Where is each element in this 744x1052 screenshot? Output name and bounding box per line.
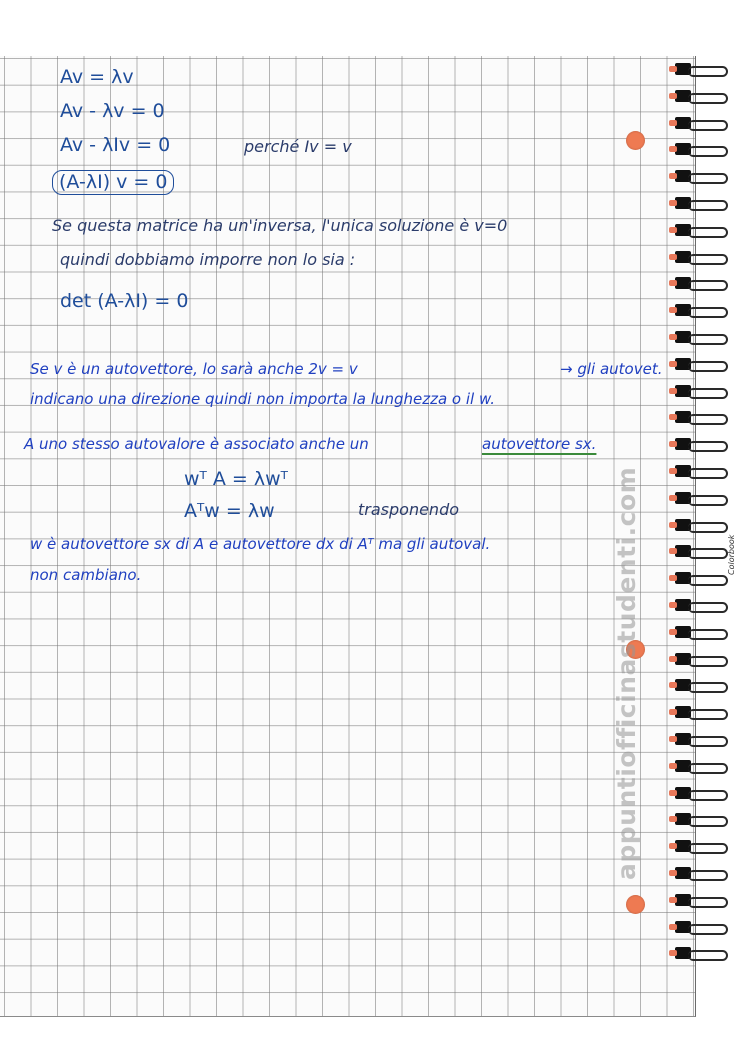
text-line-inverse: Se questa matrice ha un'inversa, l'unica soluzione è v=0 xyxy=(52,216,508,235)
equation-2: Av - λv = 0 xyxy=(60,100,165,122)
spiral-coil xyxy=(672,732,728,746)
left-eigenvector-highlight: autovettore sx. xyxy=(482,435,597,453)
spiral-coil xyxy=(672,571,728,585)
spiral-coil xyxy=(672,437,728,451)
spiral-coil xyxy=(672,518,728,532)
spiral-coil xyxy=(672,920,728,934)
spiral-coil xyxy=(672,812,728,826)
spiral-coil xyxy=(672,625,728,639)
transpose-note: trasponendo xyxy=(358,500,460,519)
spiral-coil xyxy=(672,759,728,773)
watermark: appuntiofficinastudenti.com xyxy=(612,466,641,880)
binder-hole xyxy=(626,895,645,914)
text-line-arrow: → gli autovet. xyxy=(560,360,663,378)
equation-1: Av = λv xyxy=(60,66,134,88)
spiral-coil xyxy=(672,946,728,960)
spiral-coil xyxy=(672,491,728,505)
spiral-coil xyxy=(672,250,728,264)
binder-hole xyxy=(626,131,645,150)
spiral-coil xyxy=(672,330,728,344)
equation-transpose: Aᵀw = λw xyxy=(184,500,275,522)
spiral-coil xyxy=(672,705,728,719)
spiral-coil xyxy=(672,116,728,130)
spiral-coil xyxy=(672,839,728,853)
spiral-coil xyxy=(672,464,728,478)
text-line-impose: quindi dobbiamo imporre non lo sia : xyxy=(60,250,356,269)
equation-4: (A-λI) v = 0 xyxy=(52,170,174,195)
text-line-direction: indicano una direzione quindi non importa la lunghezza o il w. xyxy=(30,390,496,408)
text-line-eigenvalue: A uno stesso autovalore è associato anche un xyxy=(24,435,369,453)
spiral-coil xyxy=(672,62,728,76)
spiral-coil xyxy=(672,89,728,103)
spiral-coil xyxy=(672,276,728,290)
identity-note: perché Iv = v xyxy=(244,137,352,156)
text-line-unchanged: non cambiano. xyxy=(30,566,142,584)
spiral-coil xyxy=(672,544,728,558)
spiral-coil xyxy=(672,652,728,666)
equation-left-eigen: wᵀ A = λwᵀ xyxy=(184,468,288,490)
spiral-coil xyxy=(672,357,728,371)
spiral-coil xyxy=(672,384,728,398)
spiral-coil xyxy=(672,196,728,210)
spiral-coil xyxy=(672,678,728,692)
spiral-coil xyxy=(672,598,728,612)
spiral-coil xyxy=(672,303,728,317)
equation-det: det (A-λI) = 0 xyxy=(60,290,189,312)
spiral-coil xyxy=(672,893,728,907)
spiral-coil xyxy=(672,866,728,880)
brand-label: Colorbook xyxy=(727,534,736,575)
spiral-binding xyxy=(672,62,732,982)
spiral-coil xyxy=(672,223,728,237)
text-line-left-right: w è autovettore sx di A e autovettore dx di Aᵀ ma gli autoval. xyxy=(30,535,491,553)
spiral-coil xyxy=(672,169,728,183)
spiral-coil xyxy=(672,786,728,800)
spiral-coil xyxy=(672,142,728,156)
equation-3: Av - λIv = 0 xyxy=(60,134,171,156)
spiral-coil xyxy=(672,410,728,424)
text-line-eigenvector: Se v è un autovettore, lo sarà anche 2v = v xyxy=(30,360,358,378)
